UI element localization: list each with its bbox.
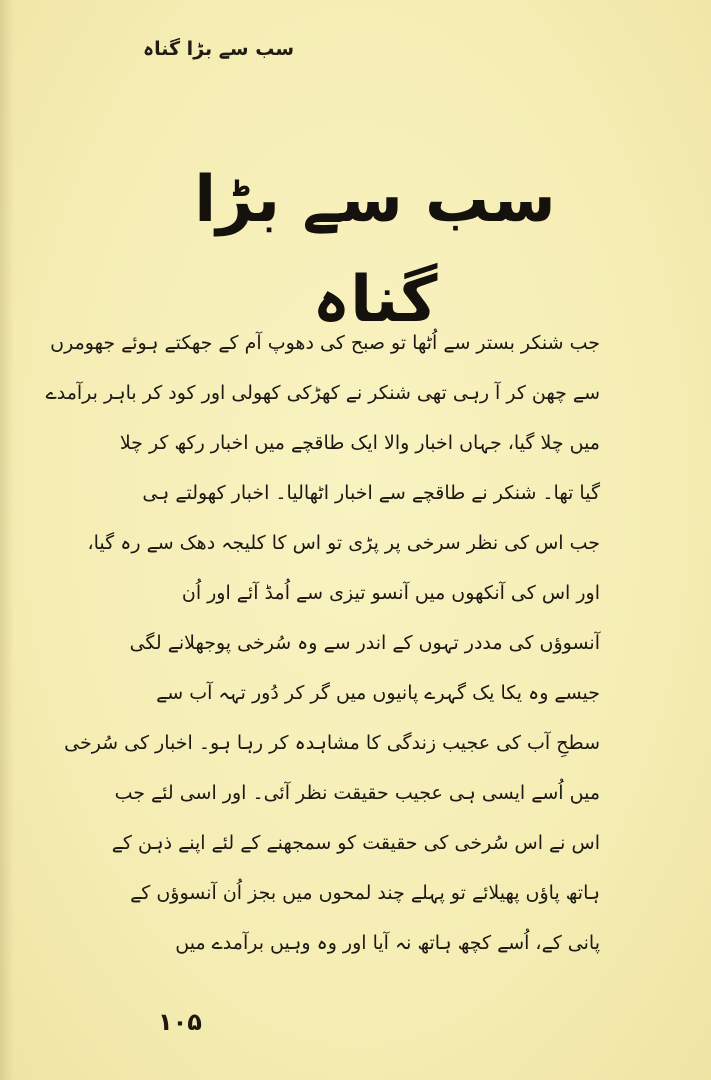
page-number: ۱۰۵: [158, 1008, 202, 1036]
body-line: اس نے اس سُرخی کی حقیقت کو سمجھنے کے لئے اپنے ذہن کے: [111, 832, 600, 854]
body-line: ہاتھ پاؤں پھیلائے تو پہلے چند لمحوں میں بجز اُن آنسوؤں کے: [130, 882, 600, 904]
body-line: اور اس کی آنکھوں میں آنسو تیزی سے اُمڈ آئے اور اُن: [181, 582, 600, 604]
body-line: جب اس کی نظر سرخی پر پڑی تو اس کا کلیجہ دھک سے رہ گیا،: [87, 532, 600, 554]
body-line: سطحِ آب کی عجیب زندگی کا مشاہدہ کر رہا ہو۔ اخبار کی سُرخی: [64, 732, 600, 754]
body-line: سے چھن کر آ رہی تھی شنکر نے کھڑکی کھولی اور کود کر باہر برآمدے: [45, 382, 600, 404]
body-line: جب شنکر بستر سے اُٹھا تو صبح کی دھوپ آم کے جھکتے ہوئے جھومرں: [50, 332, 600, 354]
chapter-title: سب سے بڑا گناہ: [194, 163, 556, 337]
body-line: جیسے وہ یکا یک گہرے پانیوں میں گر کر دُور تہہ آب سے: [156, 682, 600, 704]
running-header-text: سب سے بڑا گناہ: [143, 38, 294, 60]
body-line: میں چلا گیا، جہاں اخبار والا ایک طاقچے میں اخبار رکھ کر چلا: [119, 432, 600, 454]
page-edge-shadow: [0, 0, 14, 1080]
body-line: آنسوؤں کی مددر تہوں کے اندر سے وہ سُرخی پوجھلانے لگی: [129, 632, 600, 654]
body-line: گیا تھا۔ شنکر نے طاقچے سے اخبار اٹھالیا۔ اخبار کھولتے ہی: [142, 482, 600, 504]
body-line: پانی کے، اُسے کچھ ہاتھ نہ آیا اور وہ وہیں برآمدے میں: [175, 932, 600, 954]
body-line: میں اُسے ایسی ہی عجیب حقیقت نظر آئی۔ اور اسی لئے جب: [114, 782, 600, 804]
body-text: [45, 318, 600, 968]
